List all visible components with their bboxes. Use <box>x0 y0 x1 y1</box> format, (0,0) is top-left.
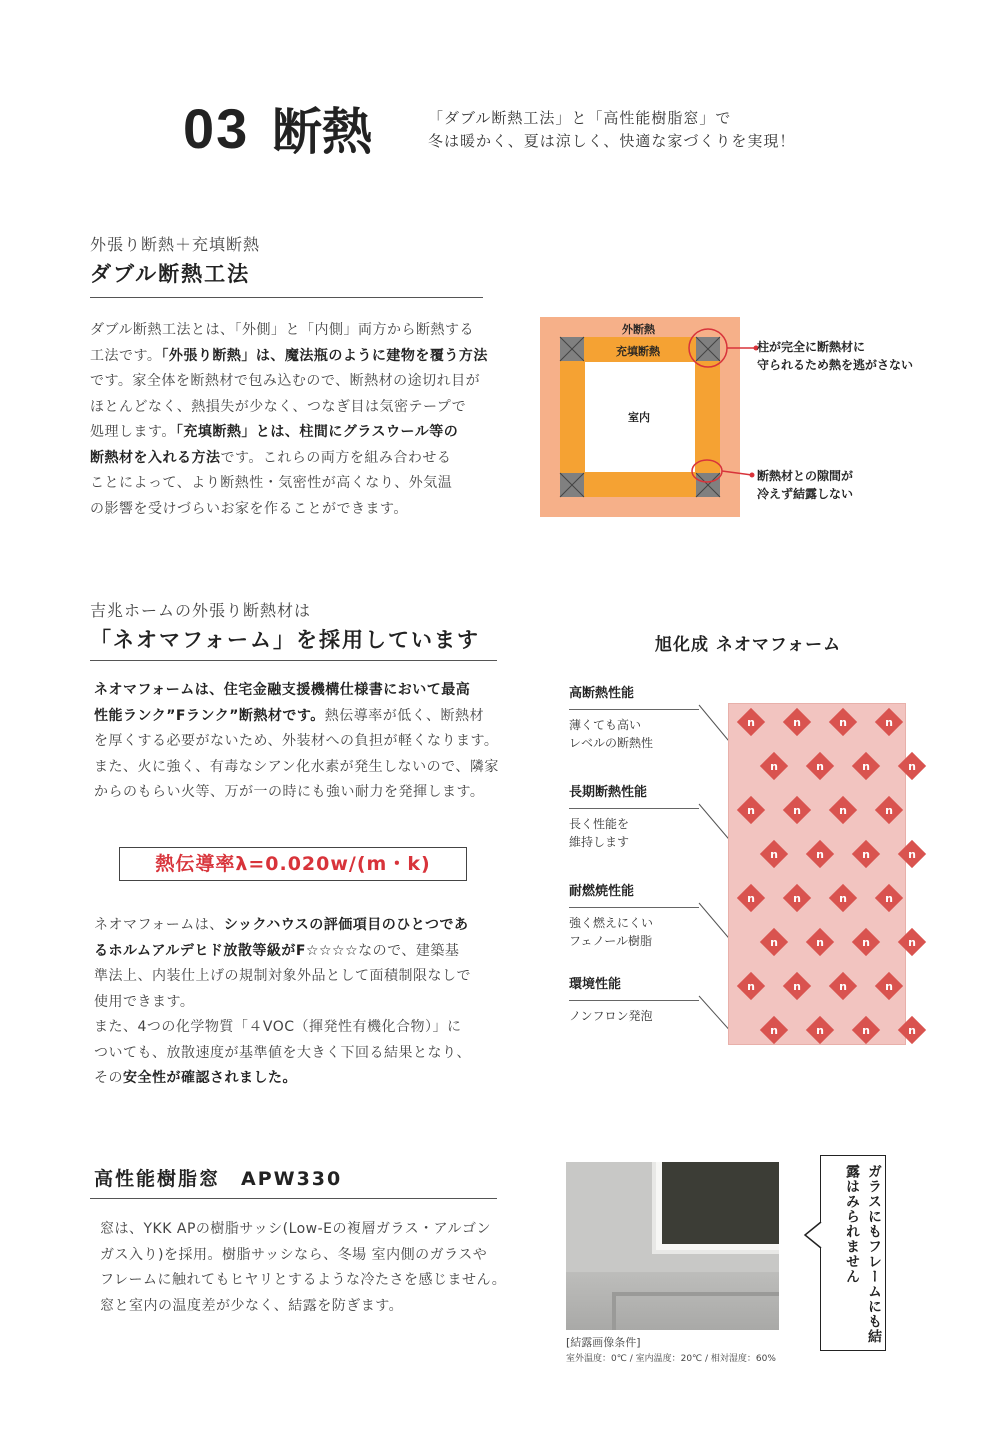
foam-board-pattern <box>729 704 916 1044</box>
body-text: 準法上、内装仕上げの規制対象外品として面積制限なしで <box>94 968 471 984</box>
foam-logo-mark <box>852 1016 880 1044</box>
emphasis-text: 安全性が確認されました。 <box>123 1070 297 1086</box>
svg-text:n: n <box>885 804 893 817</box>
foam-board-print <box>629 704 636 705</box>
foam-logo-mark <box>898 752 926 780</box>
emphasis-text: シックハウスの評価項目のひとつであ <box>223 917 469 933</box>
svg-text:n: n <box>908 1024 916 1037</box>
header-subtitle-line1: 「ダブル断熱工法」と「高性能樹脂窓」で <box>428 109 732 127</box>
svg-text:n: n <box>793 804 801 817</box>
photo-conditions: 室外温度：0℃ / 室内温度：20℃ / 相対湿度：60% <box>566 1354 776 1364</box>
body-text: ガス入り)を採用。樹脂サッシなら、冬場 室内側のガラスや <box>100 1246 488 1263</box>
body-text: フレームに触れてもヒヤリとするような冷たさを感じません。 <box>100 1272 507 1288</box>
neoma-paragraph-2 <box>94 913 506 1092</box>
foam-logo-mark <box>829 796 857 824</box>
text-line <box>94 1041 506 1067</box>
fill-insulation-label: 充填断熱 <box>616 345 660 358</box>
double-insulation-paragraph <box>90 318 500 522</box>
text-line <box>90 497 500 523</box>
svg-text:n: n <box>747 892 755 905</box>
text-line <box>90 318 500 344</box>
foam-logo-mark <box>737 708 765 736</box>
svg-text:n: n <box>908 848 916 861</box>
diagram-callout-lines <box>680 320 760 500</box>
section-divider <box>90 660 497 661</box>
svg-text:n: n <box>885 892 893 905</box>
text-line <box>94 780 506 806</box>
svg-text:n: n <box>816 1024 824 1037</box>
emphasis-text: 性能ランク”Fランク”断熱材です。 <box>94 707 325 724</box>
post-protected-callout: 柱が完全に断熱材に 守られるため熱を逃がさない <box>757 340 914 372</box>
foam-logo-mark <box>806 840 834 868</box>
text-line <box>90 344 500 370</box>
section-divider <box>90 297 483 298</box>
body-text: を厚くする必要がないため、外装材への負担が軽くなります。 <box>94 733 499 749</box>
text-line <box>94 704 506 730</box>
svg-text:n: n <box>793 716 801 729</box>
window-glass <box>662 1162 779 1244</box>
resin-window-paragraph <box>100 1217 510 1319</box>
section-title: 断熱 <box>272 103 372 161</box>
foam-logo-mark <box>806 752 834 780</box>
svg-text:n: n <box>747 980 755 993</box>
svg-text:n: n <box>862 848 870 861</box>
emphasis-text: 「外張り断熱」は、魔法瓶のように建物を覆う方法 <box>161 347 488 364</box>
text-line <box>100 1243 510 1269</box>
svg-text:n: n <box>839 980 847 993</box>
svg-text:n: n <box>770 760 778 773</box>
body-text: 工法です。 <box>90 347 162 364</box>
body-text: 処理します。 <box>90 424 176 440</box>
svg-text:n: n <box>862 936 870 949</box>
text-line <box>90 446 500 472</box>
svg-text:n: n <box>839 892 847 905</box>
foam-logo-mark <box>898 1016 926 1044</box>
foam-logo-mark <box>760 928 788 956</box>
body-text: なので、建築基 <box>358 942 460 959</box>
text-line <box>90 420 500 446</box>
emphasis-text: 断熱材を入れる方法 <box>90 449 221 466</box>
body-text: また、4つの化学物質「４VOC（揮発性有機化合物）」に <box>94 1019 462 1035</box>
neoma-title: 「ネオマフォーム」を採用しています <box>90 628 480 652</box>
foam-logo-mark <box>829 972 857 1000</box>
svg-text:n: n <box>816 760 824 773</box>
text-line <box>90 395 500 421</box>
svg-text:n: n <box>862 760 870 773</box>
foam-logo-mark <box>852 752 880 780</box>
body-text: 窓は、YKK APの樹脂サッシ(Low-Eの複層ガラス・アルゴン <box>100 1221 492 1237</box>
body-text: の影響を受けづらいお家を作ることができます。 <box>90 500 408 517</box>
foam-feature-2: 長期断熱性能 長く性能を 維持します <box>569 781 709 851</box>
text-line <box>90 471 500 497</box>
thermal-conductivity-formula: 熱伝導率λ=0.020w/(m・k) <box>119 847 467 881</box>
body-text: その <box>94 1070 123 1086</box>
body-text: ことによって、より断熱性・気密性が高くなり、外気温 <box>90 475 453 491</box>
svg-text:n: n <box>770 848 778 861</box>
foam-feature-4: 環境性能 ノンフロン発泡 <box>569 973 709 1025</box>
section-divider <box>90 1198 497 1199</box>
post-top-left <box>560 337 584 361</box>
foam-logo-mark <box>783 796 811 824</box>
foam-logo-mark <box>806 928 834 956</box>
text-line <box>94 913 506 939</box>
text-line <box>94 990 506 1016</box>
svg-text:n: n <box>816 936 824 949</box>
resin-window-title: 高性能樹脂窓 APW330 <box>94 1168 343 1190</box>
svg-text:n: n <box>793 980 801 993</box>
double-insulation-title: ダブル断熱工法 <box>90 262 251 286</box>
svg-text:n: n <box>908 936 916 949</box>
foam-logo-mark <box>737 884 765 912</box>
foam-logo-mark <box>806 1016 834 1044</box>
foam-logo-mark <box>783 708 811 736</box>
text-line <box>100 1294 510 1320</box>
emphasis-text: ネオマフォームは、住宅金融支援機構仕様書において最高 <box>94 682 471 698</box>
foam-product-title: 旭化成 ネオマフォーム <box>655 635 842 655</box>
svg-text:n: n <box>770 1024 778 1037</box>
body-text: からのもらい火等、万が一の時にも強い耐力を発揮します。 <box>94 784 485 800</box>
body-text: 熱伝導率が低く、断熱材 <box>324 707 485 724</box>
foam-logo-mark <box>875 884 903 912</box>
foam-logo-mark <box>737 796 765 824</box>
text-line <box>90 369 500 395</box>
emphasis-text: るホルムアルデヒド放散等級がF☆☆☆☆ <box>94 942 359 959</box>
svg-text:n: n <box>747 716 755 729</box>
body-text: です。これらの両方を組み合わせる <box>220 449 452 466</box>
foam-logo-mark <box>875 972 903 1000</box>
foam-logo-mark <box>875 796 903 824</box>
svg-text:n: n <box>885 716 893 729</box>
text-line <box>100 1268 510 1294</box>
neoma-foam-board <box>728 703 916 1045</box>
body-text: 使用できます。 <box>94 993 195 1010</box>
foam-logo-mark <box>829 708 857 736</box>
svg-text:n: n <box>770 936 778 949</box>
outer-insulation-label: 外断熱 <box>622 323 655 336</box>
svg-text:n: n <box>747 804 755 817</box>
foam-logo-mark <box>760 840 788 868</box>
body-text: ついても、放散速度が基準値を大きく下回る結果となり、 <box>94 1044 471 1061</box>
double-insulation-kicker: 外張り断熱＋充填断熱 <box>90 235 261 254</box>
text-line <box>100 1217 510 1243</box>
window-condensation-photo <box>566 1162 779 1330</box>
room-label: 室内 <box>628 411 650 424</box>
body-text: 窓と室内の温度差が少なく、結露を防ぎます。 <box>100 1297 404 1314</box>
text-line <box>94 678 506 704</box>
text-line <box>94 964 506 990</box>
foam-feature-1: 高断熱性能 薄くても高い レベルの断熱性 <box>569 682 709 752</box>
no-condensation-callout: 断熱材との隙間が 冷えず結露しない <box>757 469 854 501</box>
text-line <box>94 729 506 755</box>
foam-logo-mark <box>852 928 880 956</box>
text-line <box>94 1015 506 1041</box>
svg-text:n: n <box>816 848 824 861</box>
neoma-paragraph-1 <box>94 678 506 806</box>
svg-text:n: n <box>839 804 847 817</box>
foam-feature-3: 耐燃焼性能 強く燃えにくい フェノール樹脂 <box>569 880 709 950</box>
text-line <box>94 755 506 781</box>
foam-logo-mark <box>898 840 926 868</box>
emphasis-text: 「充填断熱」とは、柱間にグラスウール等の <box>175 424 459 440</box>
section-number: 03 <box>183 97 250 160</box>
photo-caption: [結露画像条件] <box>566 1336 641 1349</box>
foam-logo-mark <box>875 708 903 736</box>
svg-text:n: n <box>839 716 847 729</box>
foam-logo-mark <box>852 840 880 868</box>
speech-bubble-tail <box>803 1220 823 1250</box>
svg-text:n: n <box>885 980 893 993</box>
body-text: ネオマフォームは、 <box>94 917 224 933</box>
text-line <box>94 1066 506 1092</box>
body-text: ほとんどなく、熱損失が少なく、つなぎ目は気密テープで <box>90 398 467 415</box>
svg-text:n: n <box>862 1024 870 1037</box>
foam-logo-mark <box>783 972 811 1000</box>
text-line <box>94 939 506 965</box>
speech-bubble: ガラスにもフレームにも結露はみられません <box>820 1155 886 1351</box>
foam-logo-mark <box>783 884 811 912</box>
foam-logo-mark <box>737 972 765 1000</box>
foam-logo-mark <box>760 752 788 780</box>
foam-logo-mark <box>760 1016 788 1044</box>
post-bottom-left <box>560 473 584 497</box>
body-text: また、火に強く、有毒なシアン化水素が発生しないので、隣家 <box>94 758 499 775</box>
header-subtitle-line2: 冬は暖かく、夏は涼しく、快適な家づくりを実現！ <box>428 132 796 150</box>
body-text: です。家全体を断熱材で包み込むので、断熱材の途切れ目が <box>90 373 481 389</box>
foam-logo-mark <box>898 928 926 956</box>
svg-text:n: n <box>793 892 801 905</box>
body-text: ダブル断熱工法とは、「外側」と「内側」両方から断熱する <box>90 322 474 338</box>
svg-text:n: n <box>908 760 916 773</box>
neoma-kicker: 吉兆ホームの外張り断熱材は <box>90 601 312 620</box>
foam-logo-mark <box>829 884 857 912</box>
